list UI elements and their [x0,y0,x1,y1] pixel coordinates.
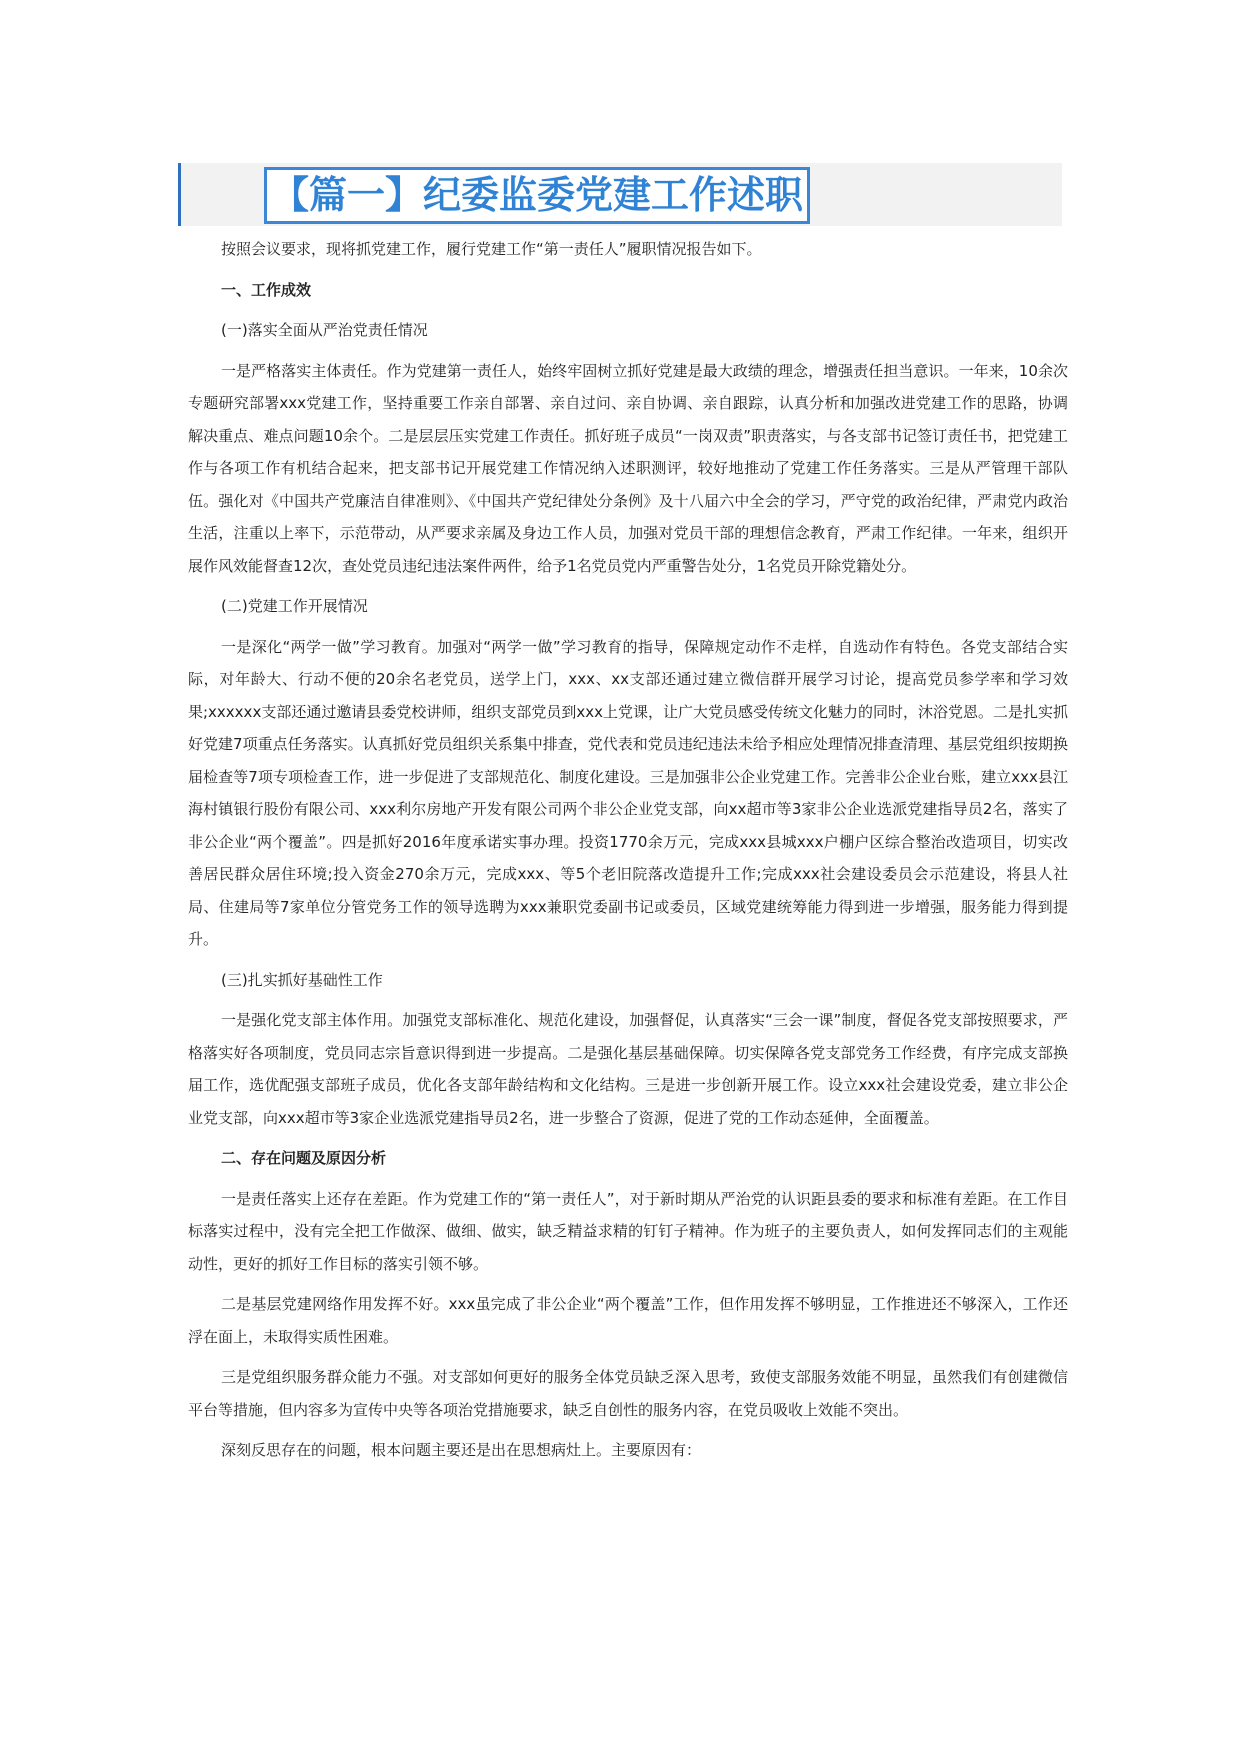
subsection-heading: (三)扎实抓好基础性工作 [221,970,383,989]
document-title: 【篇一】纪委监委党建工作述职 [264,167,810,224]
paragraph: 一是深化“两学一做”学习教育。加强对“两学一做”学习教育的指导，保障规定动作不走样，自选动作有特色。各党支部结合实际，对年龄大、行动不便的20余名老党员，送学上门，xxx、xx支部还通过建立微信群开展学习讨论，提高党员参学率和学习效果;xxxxxx支部还通过邀请县委党校讲师，组织支部党员到xxx上党课，让广大党员感受传统文化魅力的同时，沐浴党恩。二是扎实抓好党建7项重点任务落实。认真抓好党员组织关系集中排查，党代表和党员违纪违法未给予相应处理情况排查清理、基层党组织按期换届检查等7项专项检查工作，进一步促进了支部规范化、制度化建设。三是加强非公企业党建工作。完善非公企业台账，建立xxx县江海村镇银行股份有限公司、xxx利尔房地产开发有限公司两个非公企业党支部，向xx超市等3家非公企业选派党建指导员2名，落实了非公企业“两个覆盖”。四是抓好2016年度承诺实事办理。投资1770余万元，完成xxx县城xxx户棚户区综合整治改造项目，切实改善居民群众居住环境;投入资金270余万元，完成xxx、等5个老旧院落改造提升工作;完成xxx社会建设委员会示范建设，将县人社局、住建局等7家单位分管党务工作的领导选聘为xxx兼职党委副书记或委员，区域党建统筹能力得到进一步增强，服务能力得到提升。 [188,637,1068,948]
document-body [188,233,1068,1475]
subsection-heading: (二)党建工作开展情况 [221,597,368,615]
paragraph: 二是基层党建网络作用发挥不好。xxx虽完成了非公企业“两个覆盖”工作，但作用发挥不够明显，工作推进还不够深入，工作还浮在面上，未取得实质性困难。 [188,1295,1068,1346]
section-heading: 二、存在问题及原因分析 [221,1149,387,1167]
paragraph: 一是严格落实主体责任。作为党建第一责任人，始终牢固树立抓好党建是最大政绩的理念，增强责任担当意识。一年来，10余次专题研究部署xxx党建工作，坚持重要工作亲自部署、亲自过问、亲自协调、亲自跟踪，认真分析和加强改进党建工作的思路，协调解决重点、难点问题10余个。二是层层压实党建工作责任。抓好班子成员“一岗双责”职责落实，与各支部书记签订责任书，把党建工作与各项工作有机结合起来，把支部书记开展党建工作情况纳入述职测评，较好地推动了党建工作任务落实。三是从严管理干部队伍。强化对《中国共产党廉洁自律准则》、《中国共产党纪律处分条例》及十八届六中全会的学习，严守党的政治纪律，严肃党内政治生活，注重以上率下，示范带动，从严要求亲属及身边工作人员，加强对党员干部的理想信念教育，严肃工作纪律。一年来，组织开展作风效能督查12次，查处党员违纪违法案件两件，给予1名党员党内严重警告处分，1名党员开除党籍处分。 [188,361,1068,575]
paragraph: 按照会议要求，现将抓党建工作，履行党建工作“第一责任人”履职情况报告如下。 [221,240,762,258]
section-heading: 一、工作成效 [221,280,312,299]
paragraph: 三是党组织服务群众能力不强。对支部如何更好的服务全体党员缺乏深入思考，致使支部服务效能不明显，虽然我们有创建微信平台等措施，但内容多为宣传中央等各项治党措施要求，缺乏自创性的服务内容，在党员吸收上效能不突出。 [188,1368,1068,1419]
paragraph: 深刻反思存在的问题，根本问题主要还是出在思想病灶上。主要原因有： [221,1441,702,1459]
paragraph: 一是强化党支部主体作用。加强党支部标准化、规范化建设，加强督促，认真落实“三会一课”制度，督促各党支部按照要求，严格落实好各项制度，党员同志宗旨意识得到进一步提高。二是强化基层基础保障。切实保障各党支部党务工作经费，有序完成支部换届工作，选优配强支部班子成员，优化各支部年龄结构和文化结构。三是进一步创新开展工作。设立xxx社会建设党委，建立非公企业党支部，向xxx超市等3家企业选派党建指导员2名，进一步整合了资源，促进了党的工作动态延伸，全面覆盖。 [188,1011,1068,1127]
paragraph: 一是责任落实上还存在差距。作为党建工作的“第一责任人”，对于新时期从严治党的认识距县委的要求和标准有差距。在工作目标落实过程中，没有完全把工作做深、做细、做实，缺乏精益求精的钉钉子精神。作为班子的主要负责人，如何发挥同志们的主观能动性，更好的抓好工作目标的落实引领不够。 [188,1189,1068,1273]
subsection-heading: (一)落实全面从严治党责任情况 [221,321,428,339]
